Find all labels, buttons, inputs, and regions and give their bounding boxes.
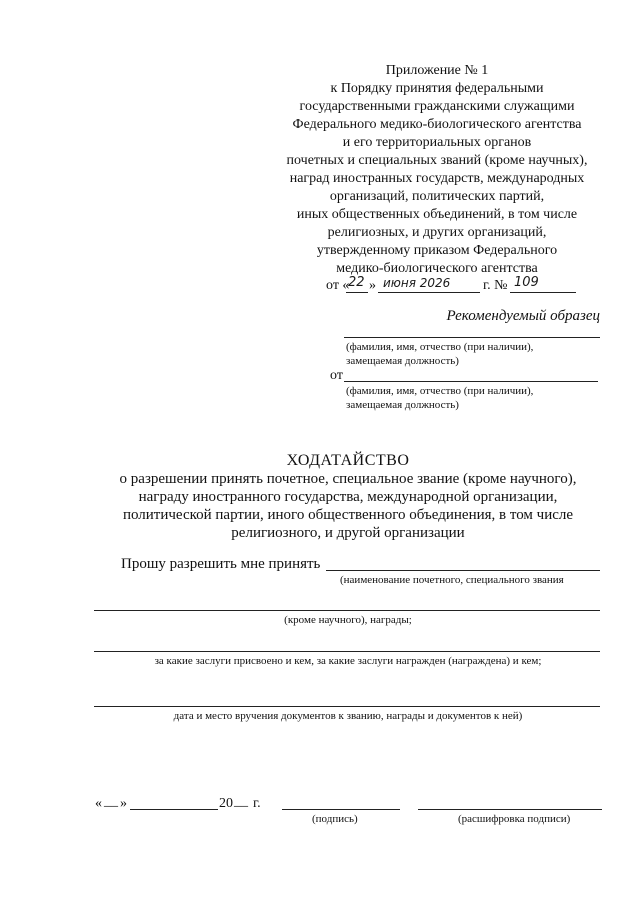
merits-line (94, 651, 600, 652)
addressee-line (344, 337, 600, 338)
order-mid: » (369, 278, 376, 293)
order-number-underline (510, 292, 576, 293)
request-text: Прошу разрешить мне принять (121, 556, 321, 572)
petition-subtitle-line: награду иностранного государства, международной организации, (138, 489, 558, 505)
year-suffix: г. (253, 796, 261, 811)
title-name-hint: (наименование почетного, специального звания (340, 574, 564, 586)
appendix-title: Приложение № 1 (385, 63, 489, 78)
order-month-underline (378, 292, 480, 293)
addressee-hint: (фамилия, имя, отчество (при наличии), (346, 341, 534, 353)
petition-subtitle-line: о разрешении принять почетное, специальное звание (кроме научного), (119, 471, 577, 487)
petition-subtitle-line: религиозного, и другой организации (231, 525, 465, 541)
appendix-line: к Порядку принятия федеральными (330, 81, 544, 96)
sender-hint: (фамилия, имя, отчество (при наличии), (346, 385, 534, 397)
order-day: 22 (348, 275, 365, 290)
order-number: 109 (514, 275, 539, 290)
date-day-blank: __ (104, 794, 118, 809)
appendix-line: почетных и специальных званий (кроме научных), (286, 153, 588, 168)
order-day-underline (346, 292, 368, 293)
order-month-year: июня 2026 (383, 276, 451, 290)
order-number-prefix: г. № (483, 278, 508, 293)
appendix-line: Федерального медико-биологического агентства (292, 117, 582, 132)
appendix-line: религиозных, и других организаций, (327, 225, 547, 240)
appendix-line: медико-биологического агентства (336, 261, 538, 276)
addressee-hint: замещаемая должность) (346, 355, 459, 367)
appendix-line: иных общественных объединений, в том числе (296, 207, 578, 222)
date-month-line (130, 809, 218, 810)
appendix-line: наград иностранных государств, международных (289, 171, 585, 186)
signature-line (282, 809, 400, 810)
date-close-quote: » (120, 796, 127, 811)
appendix-line: утвержденному приказом Федерального (316, 243, 558, 258)
sender-hint: замещаемая должность) (346, 399, 459, 411)
appendix-line: организаций, политических партий, (329, 189, 545, 204)
merits-hint: за какие заслуги присвоено и кем, за какие заслуги награжден (награждена) и кем; (154, 655, 542, 667)
appendix-line: государственными гражданскими служащими (299, 99, 575, 114)
signature-decode-line (418, 809, 602, 810)
sample-label: Рекомендуемый образец (446, 308, 600, 324)
delivery-line (94, 706, 600, 707)
title-name-line (326, 570, 600, 571)
petition-subtitle-line: политической партии, иного общественного объединения, в том числе (122, 507, 574, 523)
sender-line (344, 381, 598, 382)
award-line (94, 610, 600, 611)
appendix-line: и его территориальных органов (342, 135, 532, 150)
petition-title: ХОДАТАЙСТВО (286, 452, 410, 469)
from-label: от (330, 368, 343, 383)
year-prefix: 20 (219, 796, 233, 811)
signature-hint: (подпись) (312, 813, 358, 825)
year-blank: __ (234, 794, 248, 809)
date-open-quote: « (95, 796, 102, 811)
delivery-hint: дата и место вручения документов к званию, награды и документов к ней) (173, 710, 523, 722)
signature-decode-hint: (расшифровка подписи) (458, 813, 571, 825)
order-prefix: от « (326, 278, 350, 293)
award-hint: (кроме научного), награды; (284, 614, 412, 626)
